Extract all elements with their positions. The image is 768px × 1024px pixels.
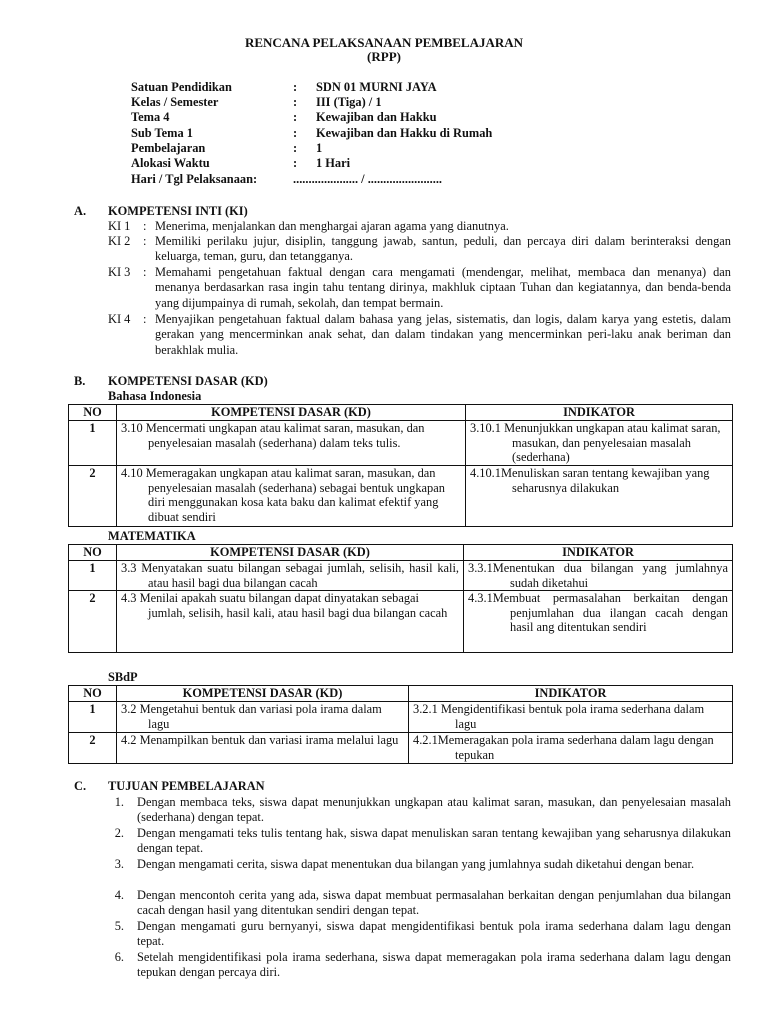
ki-colon: : <box>143 219 147 233</box>
kd-text: 4.3 Menilai apakah suatu bilangan dapat dinyatakan sebagai jumlah, selisih, hasil kali, atau hasil bagi dua bilangan cacah <box>121 591 448 620</box>
table-row <box>69 733 733 764</box>
section-c-letter: C. <box>74 779 87 793</box>
kd-cell <box>117 702 409 733</box>
table-row <box>69 702 733 733</box>
indikator-cell <box>466 466 733 527</box>
identity-label: Kelas / Semester <box>131 95 219 109</box>
indikator-cell <box>464 591 733 653</box>
table-row <box>69 591 733 653</box>
indikator-cell <box>464 561 733 591</box>
kd-table-matematika <box>68 544 733 653</box>
kd-text: 3.3 Menyatakan suatu bilangan sebagai jumlah, selisih, hasil kali, atau hasil bagi dua bilangan cacah <box>121 561 459 590</box>
column-header-kd: KOMPETENSI DASAR (KD) <box>117 405 466 421</box>
identity-colon: : <box>293 110 298 124</box>
objective-number: 4. <box>114 888 124 902</box>
indikator-text: 4.2.1Memeragakan pola irama sederhana dalam lagu dengan tepukan <box>413 733 714 762</box>
identity-value: III (Tiga) / 1 <box>316 95 382 109</box>
identity-colon: : <box>293 141 298 155</box>
row-number: 2 <box>69 591 117 653</box>
column-header-kd: KOMPETENSI DASAR (KD) <box>117 545 464 561</box>
identity-label: Satuan Pendidikan <box>131 80 232 94</box>
objective-text: Dengan mengamati guru bernyanyi, siswa dapat mengidentifikasi bentuk pola irama sederhana dalam lagu dengan tepat. <box>137 919 731 949</box>
section-a-title: KOMPETENSI INTI (KI) <box>108 204 248 218</box>
row-number: 2 <box>69 733 117 764</box>
identity-value: Kewajiban dan Hakku <box>316 110 437 124</box>
objective-text: Dengan mengamati cerita, siswa dapat menentukan dua bilangan yang jumlahnya sudah diketahui dengan benar. <box>137 857 695 871</box>
section-b-letter: B. <box>74 374 86 388</box>
objective-number: 2. <box>114 826 124 840</box>
objective-number: 3. <box>114 857 124 871</box>
column-header-indikator: INDIKATOR <box>464 545 733 561</box>
ki-text: Menyajikan pengetahuan faktual dalam bahasa yang jelas, sistematis, dan logis, dalam karya yang estetis, dalam gerakan yang mencerminkan anak sehat, dan dalam tindakan yang mencerminkan peri-laku anak beriman dan berakhlak mulia. <box>155 312 731 357</box>
section-c-title: TUJUAN PEMBELAJARAN <box>108 779 265 793</box>
identity-value: Kewajiban dan Hakku di Rumah <box>316 126 493 140</box>
section-b-title: KOMPETENSI DASAR (KD) <box>108 374 268 388</box>
column-header-kd: KOMPETENSI DASAR (KD) <box>117 686 409 702</box>
column-header-indikator: INDIKATOR <box>409 686 733 702</box>
ki-colon: : <box>143 265 147 279</box>
column-header-no: NO <box>69 405 117 421</box>
kd-table-sbdp <box>68 685 733 764</box>
kd-text: 4.10 Memeragakan ungkapan atau kalimat saran, masukan, dan penyelesaian masalah (sederhana) sebagai bentuk ungkapan diri menggunakan kosa kata baku dan kalimat efektif yang dibuat sendiri <box>121 466 445 524</box>
column-header-no: NO <box>69 545 117 561</box>
kd-text: 3.10 Mencermati ungkapan atau kalimat saran, masukan, dan penyelesaian masalah (sederhana) dalam teks tulis. <box>121 421 425 450</box>
indikator-cell <box>466 421 733 466</box>
row-number: 1 <box>69 561 117 591</box>
identity-label: Sub Tema 1 <box>131 126 193 140</box>
identity-label: Hari / Tgl Pelaksanaan: <box>131 172 258 186</box>
identity-value: ..................... / ........................ <box>293 172 443 186</box>
indikator-text: 4.3.1Membuat permasalahan berkaitan dengan penjumlahan dua ilangan cacah dengan hasil ang ditentukan sendiri <box>468 591 728 635</box>
kd-cell <box>117 591 464 653</box>
kd-cell <box>117 466 466 527</box>
table-header-row <box>69 545 733 561</box>
kd-text: 3.2 Mengetahui bentuk dan variasi pola irama dalam lagu <box>121 702 382 731</box>
document-subtitle: (RPP) <box>367 49 401 64</box>
objective-number: 5. <box>114 919 124 933</box>
objective-number: 1. <box>114 795 124 809</box>
kd-cell <box>117 733 409 764</box>
table-header-row <box>69 686 733 702</box>
table-row <box>69 421 733 466</box>
kd-cell <box>117 421 466 466</box>
subject-label: Bahasa Indonesia <box>108 389 202 403</box>
ki-colon: : <box>143 234 147 248</box>
indikator-text: 3.2.1 Mengidentifikasi bentuk pola irama sederhana dalam lagu <box>413 702 705 731</box>
kd-cell <box>117 561 464 591</box>
section-a-letter: A. <box>74 204 87 218</box>
subject-label: SBdP <box>108 670 138 684</box>
table-row <box>69 466 733 527</box>
objective-text: Setelah mengidentifikasi pola irama sederhana, siswa dapat memeragakan pola irama sederhana dalam lagu dengan tepukan dengan percaya diri. <box>137 950 731 980</box>
subject-label: MATEMATIKA <box>108 529 196 543</box>
indikator-text: 3.3.1Menentukan dua bilangan yang jumlahnya sudah diketahui <box>468 561 728 590</box>
objective-number: 6. <box>114 950 124 964</box>
identity-label: Alokasi Waktu <box>131 156 210 170</box>
indikator-text: 3.10.1 Menunjukkan ungkapan atau kalimat saran, masukan, dan penyelesaian masalah (sederhana) <box>470 421 721 465</box>
identity-colon: : <box>293 126 298 140</box>
identity-colon: : <box>293 95 298 109</box>
kd-text: 4.2 Menampilkan bentuk dan variasi irama melalui lagu <box>121 733 399 747</box>
ki-code: KI 3 <box>108 265 131 279</box>
ki-colon: : <box>143 312 147 326</box>
row-number: 2 <box>69 466 117 527</box>
ki-code: KI 1 <box>108 219 131 233</box>
row-number: 1 <box>69 421 117 466</box>
ki-code: KI 4 <box>108 312 131 326</box>
identity-label: Tema 4 <box>131 110 170 124</box>
objective-text: Dengan mengamati teks tulis tentang hak, siswa dapat menuliskan saran tentang kewajiban yang seharusnya dilakukan dengan tepat. <box>137 826 731 856</box>
indikator-cell <box>409 733 733 764</box>
identity-label: Pembelajaran <box>131 141 206 155</box>
indikator-text: 4.10.1Menuliskan saran tentang kewajiban yang seharusnya dilakukan <box>470 466 710 495</box>
column-header-no: NO <box>69 686 117 702</box>
ki-text: Memiliki perilaku jujur, disiplin, tanggung jawab, santun, peduli, dan percaya diri dalam berinteraksi dengan keluarga, teman, guru, dan tetangganya. <box>155 234 731 264</box>
identity-value: 1 <box>316 141 323 155</box>
identity-colon: : <box>293 156 298 170</box>
table-row <box>69 561 733 591</box>
objective-text: Dengan membaca teks, siswa dapat menunjukkan ungkapan atau kalimat saran, masukan, dan penyelesaian masalah (sederhana) dengan tepat. <box>137 795 731 825</box>
objective-text: Dengan mencontoh cerita yang ada, siswa dapat membuat permasalahan berkaitan dengan penjumlahan dua bilangan cacah dengan hasil yang ditentukan sendiri dengan tepat. <box>137 888 731 918</box>
row-number: 1 <box>69 702 117 733</box>
ki-text: Menerima, menjalankan dan menghargai ajaran agama yang dianutnya. <box>155 219 509 233</box>
table-header-row <box>69 405 733 421</box>
identity-value: SDN 01 MURNI JAYA <box>316 80 437 94</box>
identity-value: 1 Hari <box>316 156 351 170</box>
indikator-cell <box>409 702 733 733</box>
kd-table-bahasa <box>68 404 733 527</box>
document-title: RENCANA PELAKSANAAN PEMBELAJARAN <box>244 35 524 50</box>
identity-colon: : <box>293 80 298 94</box>
ki-text: Memahami pengetahuan faktual dengan cara mengamati (mendengar, melihat, membaca dan menanya) dan menanya berdasarkan rasa ingin tahu tentang dirinya, makhluk ciptaan Tuhan dan kegiatannya, dan benda-benda yang dijumpainya di rumah, sekolah, dan tempat bermain. <box>155 265 731 310</box>
column-header-indikator: INDIKATOR <box>466 405 733 421</box>
ki-code: KI 2 <box>108 234 131 248</box>
